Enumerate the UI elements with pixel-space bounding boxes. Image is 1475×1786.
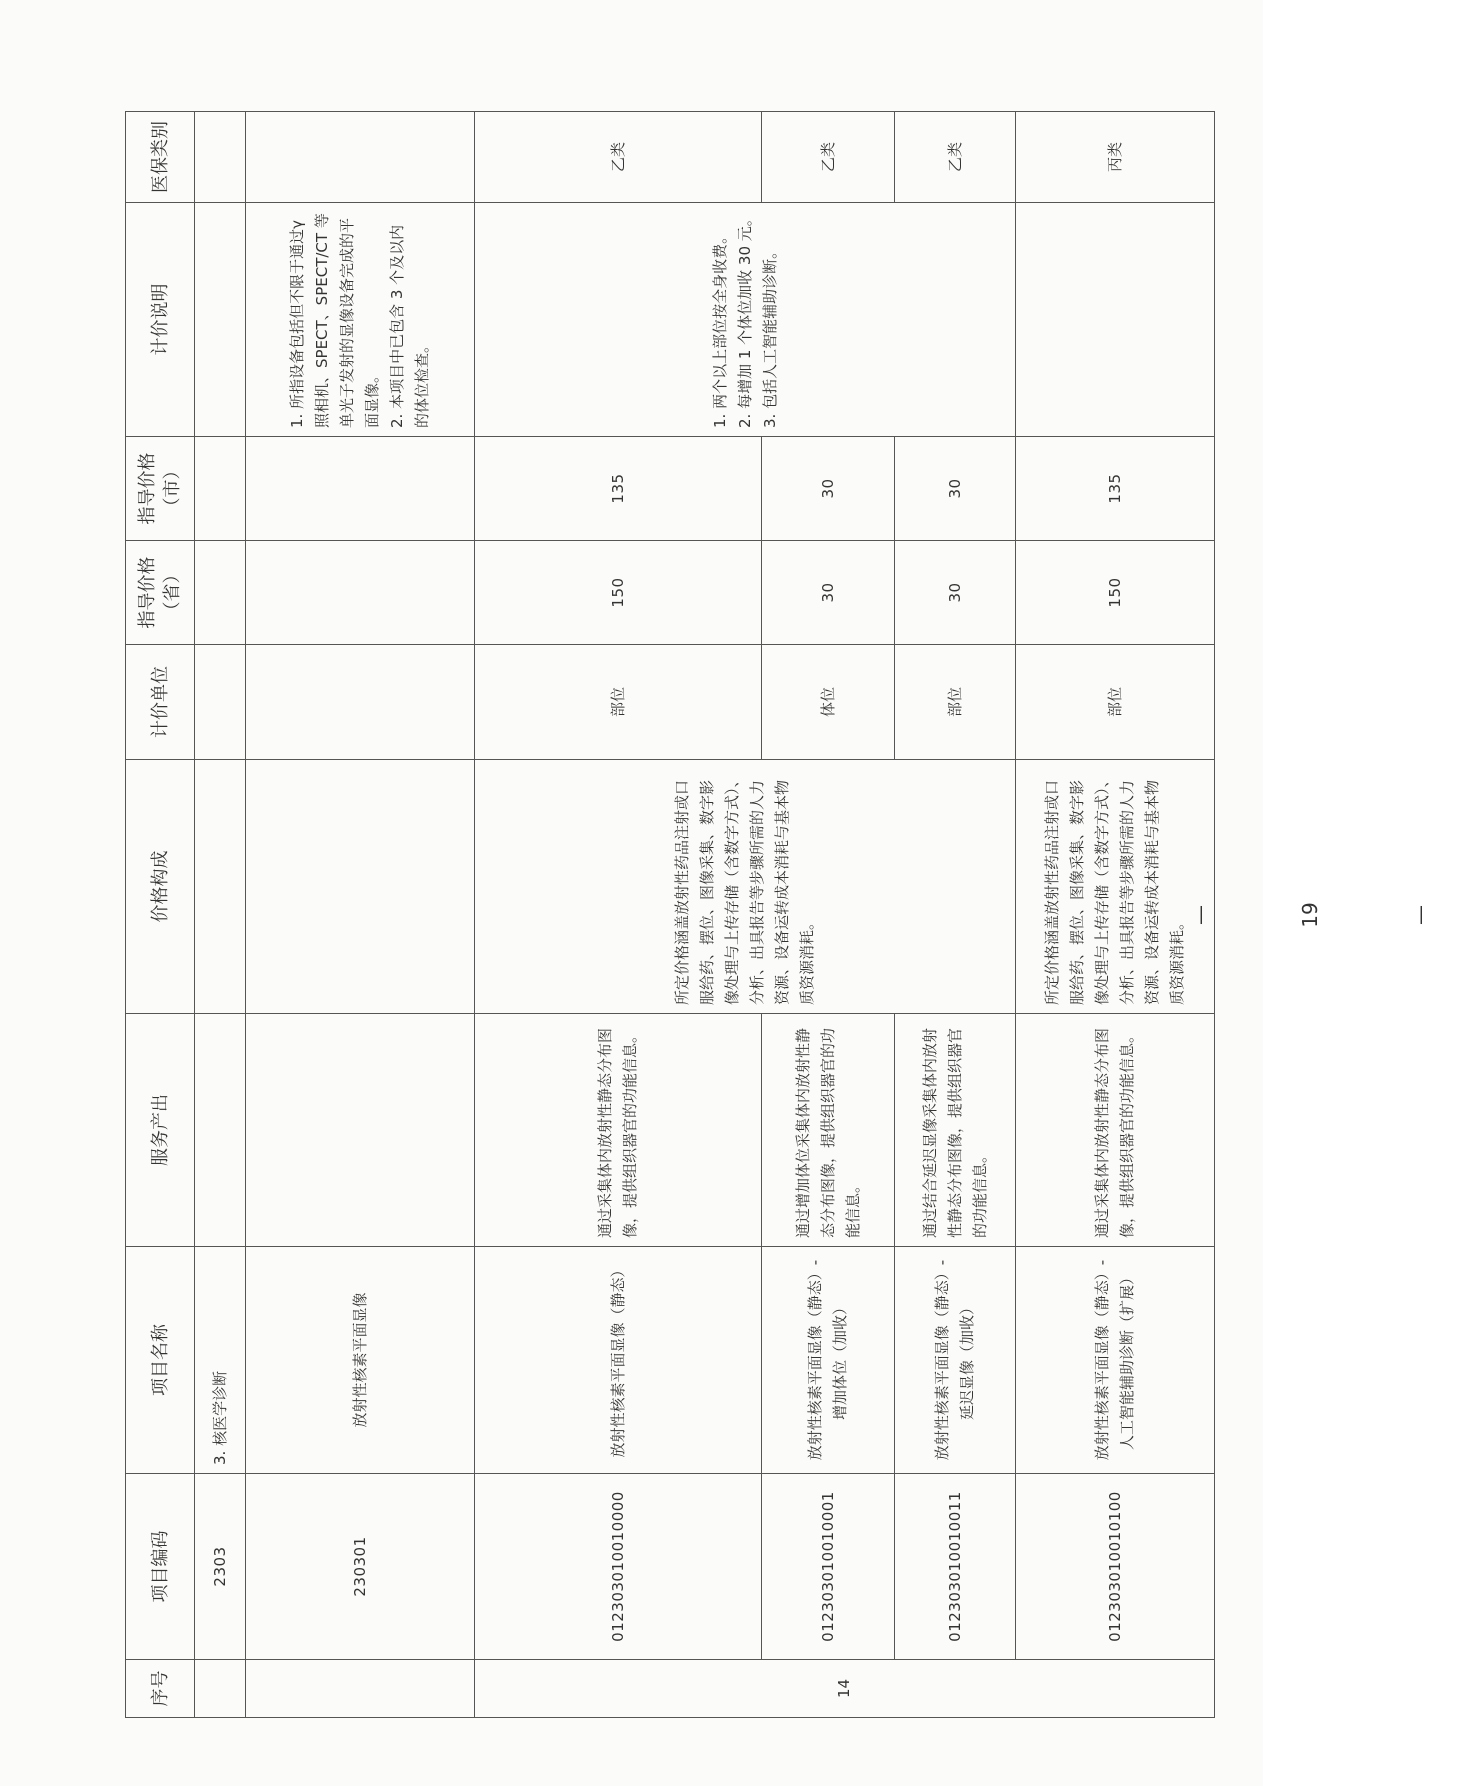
- cell-price-city: 135: [475, 437, 762, 541]
- price-table: [125, 111, 1215, 1718]
- cell-seq-empty: [246, 1660, 475, 1718]
- header-code: 项目编码: [126, 1474, 195, 1660]
- cell-code: 2303: [195, 1474, 246, 1660]
- cell-seq-empty: [195, 1660, 246, 1718]
- cell-empty: [1016, 203, 1215, 437]
- cell-name: 放射性核素平面显像（静态）-人工智能辅助诊断（扩展）: [1016, 1247, 1215, 1474]
- cell-unit: 部位: [1016, 645, 1215, 760]
- cell-code: 012303010010000: [475, 1474, 762, 1660]
- cell-notes: 1. 所指设备包括但不限于通过γ照相机、SPECT、SPECT/CT 等单光子发射的显像设备完成的平面显像。 2. 本项目中已包含 3 个及以内的体位检查。: [246, 203, 475, 437]
- header-name: 项目名称: [126, 1247, 195, 1474]
- cell-insurance: 丙类: [1016, 112, 1215, 203]
- table-row: [475, 112, 762, 1718]
- cell-name: 放射性核素平面显像（静态）-增加体位（加收）: [762, 1247, 895, 1474]
- cell-composition: 所定价格涵盖放射性药品注射或口服给药、摆位、图像采集、数字影像处理与上传存储（含数字方式）、分析、出具报告等步骤所需的人力资源、设备运转成本消耗与基本物质资源消耗。: [475, 760, 1016, 1014]
- header-notes: 计价说明: [126, 203, 195, 437]
- cell-code: 012303010010100: [1016, 1474, 1215, 1660]
- cell-code: 230301: [246, 1474, 475, 1660]
- header-unit: 计价单位: [126, 645, 195, 760]
- cell-empty: [195, 1014, 246, 1247]
- cell-name: 放射性核素平面显像（静态）: [475, 1247, 762, 1474]
- cell-output: 通过采集体内放射性静态分布图像，提供组织器官的功能信息。: [475, 1014, 762, 1247]
- rotated-price-table-container: [125, 112, 1186, 1718]
- cell-empty: [246, 541, 475, 645]
- cell-empty: [195, 437, 246, 541]
- cell-empty: [246, 760, 475, 1014]
- cell-empty: [195, 203, 246, 437]
- cell-price-city: 30: [762, 437, 895, 541]
- cell-insurance: 乙类: [762, 112, 895, 203]
- cell-composition: 所定价格涵盖放射性药品注射或口服给药、摆位、图像采集、数字影像处理与上传存储（含数字方式）、分析、出具报告等步骤所需的人力资源、设备运转成本消耗与基本物质资源消耗。: [1016, 760, 1215, 1014]
- cell-empty: [246, 437, 475, 541]
- header-row: [126, 112, 195, 1718]
- cell-notes: 1. 两个以上部位按全身收费。 2. 每增加 1 个体位加收 30 元。 3. 包括人工智能辅助诊断。: [475, 203, 1016, 437]
- cell-price-city: 135: [1016, 437, 1215, 541]
- cell-code: 012303010010001: [762, 1474, 895, 1660]
- cell-empty: [246, 645, 475, 760]
- cell-insurance: 乙类: [895, 112, 1016, 203]
- cell-empty: [195, 645, 246, 760]
- header-output: 服务产出: [126, 1014, 195, 1247]
- cell-price-prov: 30: [895, 541, 1016, 645]
- header-seq: 序号: [126, 1660, 195, 1718]
- cell-empty: [246, 1014, 475, 1247]
- table-row-group: [246, 112, 475, 1718]
- cell-insurance: 乙类: [475, 112, 762, 203]
- table-row-category: [195, 112, 246, 1718]
- cell-code: 012303010010011: [895, 1474, 1016, 1660]
- cell-output: 通过结合延迟显像采集体内放射性静态分布图像，提供组织器官的功能信息。: [895, 1014, 1016, 1247]
- cell-output: 通过增加体位采集体内放射性静态分布图像，提供组织器官的功能信息。: [762, 1014, 895, 1247]
- header-price-city: 指导价格（市）: [126, 437, 195, 541]
- cell-price-prov: 150: [475, 541, 762, 645]
- cell-name: 3. 核医学诊断: [195, 1247, 246, 1474]
- header-price-prov: 指导价格（省）: [126, 541, 195, 645]
- cell-name: 放射性核素平面显像: [246, 1247, 475, 1474]
- cell-name: 放射性核素平面显像（静态）-延迟显像（加收）: [895, 1247, 1016, 1474]
- cell-unit: 部位: [895, 645, 1016, 760]
- cell-empty: [195, 760, 246, 1014]
- cell-price-prov: 150: [1016, 541, 1215, 645]
- cell-empty: [195, 112, 246, 203]
- cell-empty: [195, 541, 246, 645]
- header-composition: 价格构成: [126, 760, 195, 1014]
- cell-empty: [246, 112, 475, 203]
- page-number: — 19 —: [1188, 902, 1432, 928]
- cell-unit: 部位: [475, 645, 762, 760]
- cell-price-city: 30: [895, 437, 1016, 541]
- cell-unit: 体位: [762, 645, 895, 760]
- header-insurance: 医保类别: [126, 112, 195, 203]
- cell-price-prov: 30: [762, 541, 895, 645]
- cell-output: 通过采集体内放射性静态分布图像，提供组织器官的功能信息。: [1016, 1014, 1215, 1247]
- cell-seq: 14: [475, 1660, 1215, 1718]
